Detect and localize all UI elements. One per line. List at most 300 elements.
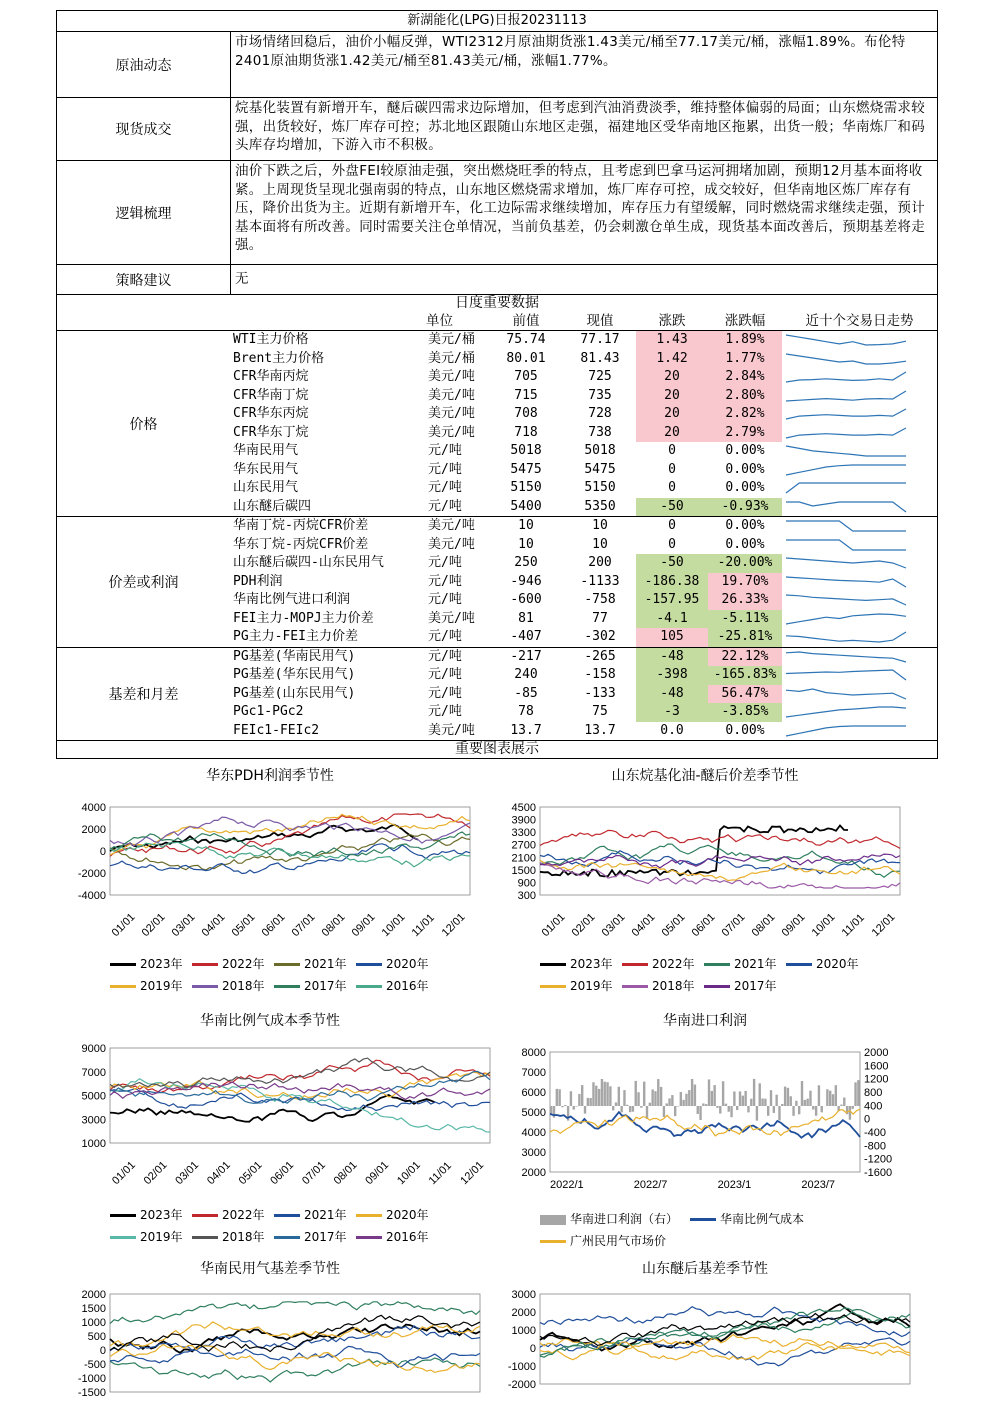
trend-sparkline [782,424,937,443]
legend-label: 2017年 [304,979,347,993]
row-name: 华南丁烷-丙烷CFR价差 [233,518,369,533]
legend-label: 2023年 [140,957,183,971]
x-tick-label: 09/01 [363,1159,392,1188]
y-tick-label: 1000 [81,1138,106,1150]
legend-item [356,1206,429,1223]
legend-swatch [690,1218,716,1221]
row-pct: -3.85% [708,703,782,722]
legend-item [274,977,347,994]
table-row [230,628,937,647]
row-change: 20 [636,405,708,424]
row-prev: 705 [514,369,538,384]
profit-bar [744,1091,746,1106]
legend-label: 2017年 [734,979,777,993]
profit-bar [640,1106,642,1108]
header-prev: 前值 [512,313,540,329]
trend-sparkline [782,498,937,517]
profit-bar [767,1106,769,1116]
row-prev: 13.7 [510,722,542,738]
profit-bar [787,1088,789,1106]
profit-bar [801,1081,803,1106]
row-pct: -20.00% [708,554,782,573]
y-tick-label: 7000 [521,1067,546,1079]
profit-bar [558,1089,560,1106]
row-unit: 元/吨 [428,592,462,607]
table-row [230,591,937,610]
legend-swatch [274,985,300,988]
profit-bar [651,1089,653,1106]
profit-bar [589,1098,591,1106]
row-name: PG主力-FEI主力价差 [233,629,358,644]
sparkline-path [786,521,906,531]
x-tick-label: 11/01 [839,911,868,940]
row-name: 山东醚后碳四 [233,498,312,514]
legend-label: 2019年 [140,1230,183,1244]
x-tick-label: 2023/1 [717,1179,752,1191]
legend-swatch [704,963,730,966]
legend-swatch [356,1236,382,1239]
legend-item [356,1228,429,1245]
row-pct: -5.11% [708,610,782,629]
profit-bar [637,1092,639,1106]
profit-bar [615,1102,617,1106]
legend-item [540,1210,678,1227]
y-tick-label: -2000 [507,1379,536,1391]
profit-bar [750,1099,752,1106]
trend-sparkline [782,331,937,350]
y-tick-label: 3300 [511,827,536,840]
y-tick-label: 4000 [521,1127,546,1139]
row-pct: 2.80% [708,387,782,406]
table-row [230,554,937,573]
trend-sparkline [782,703,937,722]
legend-item [192,977,265,994]
profit-bar [770,1090,772,1106]
sparkline-path [786,614,906,624]
x-tick-label: 04/01 [199,911,228,940]
trend-sparkline [782,387,937,406]
row-cur: -158 [584,667,616,682]
profit-bar [609,1086,611,1106]
trend-sparkline [782,405,937,424]
trend-sparkline [782,722,937,741]
report-table [56,10,938,759]
section-label: 逻辑梳理 [57,161,231,264]
profit-bar [575,1106,577,1107]
section-text: 油价下跌之后，外盘FEI较原油走强，突出燃烧旺季的特点，且考虑到巴拿马运河拥堵加剧，预期12月基本面将收紧。上周现货呈现北强南弱的特点，山东地区燃烧需求增加，炼厂库存可控，成交较好，但华南地区炼厂库存有压，降价出货为主。近期有新增开车，化工边际需求继续增加，库存压力有望缓解，同时燃烧需求继续走强，预计基本面将有所改善。同时需要关注仓单情况，当前负基差，仍会刺激仓单生成，现货基本面改善后，预期基差将走强。 [235,163,925,253]
row-cur: -302 [584,629,616,644]
row-cur: 735 [588,387,612,403]
row-pct: 1.89% [708,331,782,350]
profit-bar [694,1085,696,1106]
profit-bar [584,1106,586,1114]
profit-bar [722,1081,724,1106]
row-prev: -217 [510,648,542,664]
header-unit: 单位 [426,313,453,329]
profit-bar [702,1103,704,1106]
row-unit: 元/吨 [428,480,462,495]
row-pct: 0.00% [725,518,765,533]
chart-title: 华南进口利润 [663,1013,747,1029]
chart-svg [490,1258,920,1398]
row-unit: 元/吨 [428,648,462,664]
row-unit: 美元/桶 [428,350,475,366]
row-name: FEIc1-FEIc2 [233,722,320,738]
x-tick-label: 02/01 [569,911,598,940]
profit-bar [775,1095,777,1106]
row-change: -186.38 [636,573,708,592]
legend-swatch [356,985,382,988]
y-tick-label: 4500 [511,802,536,814]
legend-label: 2023年 [140,1208,183,1222]
sparkline-path [786,652,906,662]
row-prev: 718 [514,424,538,440]
row-change: 1.42 [636,350,708,369]
x-tick-label: 05/01 [659,911,688,940]
table-row [230,666,937,685]
chart-title: 华南比例气成本季节性 [200,1013,340,1029]
x-tick-label: 12/01 [458,1159,487,1188]
table-row [230,405,937,424]
trend-sparkline [782,573,937,592]
sparkline-path [786,465,906,475]
legend-swatch [622,985,648,988]
y-tick-label: 2000 [81,824,106,836]
row-unit: 元/吨 [428,704,462,719]
y-tick-label: 2700 [511,839,536,852]
profit-bar [725,1104,727,1106]
row-cur: 5150 [584,480,616,495]
row-cur: -265 [584,648,616,664]
profit-bar [835,1085,837,1106]
y-tick-label: -4000 [77,890,106,902]
legend-swatch [274,1214,300,1217]
y-tick-label: 2000 [81,1289,106,1301]
data-group [57,647,937,741]
profit-bar [581,1085,583,1106]
profit-bar [682,1100,684,1106]
x-tick-label: 04/01 [204,1159,233,1188]
table-row [230,331,937,350]
row-name: 山东醚后碳四-山东民用气 [233,555,384,570]
group-label: 基差和月差 [108,686,179,703]
x-tick-label: 10/01 [394,1159,423,1188]
row-change: -50 [636,498,708,517]
row-unit: 美元/吨 [428,424,475,440]
x-tick-label: 02/01 [141,1159,170,1188]
legend-label: 2020年 [386,1208,429,1222]
row-name: PG基差(华南民用气) [233,648,356,664]
legend-label: 2016年 [386,979,429,993]
sparkline-path [786,391,906,401]
trend-sparkline [782,350,937,369]
row-prev: 10 [518,536,534,552]
chart-svg [60,1258,480,1398]
legend-swatch [540,985,566,988]
legend-swatch [356,963,382,966]
profit-bar [595,1086,597,1106]
trend-sparkline [782,461,937,480]
y-tick-label: 2000 [521,1167,546,1179]
row-change: -3 [636,703,708,722]
row-pct: 0.00% [725,536,765,552]
row-prev: 240 [514,667,538,682]
plot-frame [110,807,470,895]
profit-bar [592,1082,594,1106]
table-row [230,442,937,461]
y-tick-label: 3000 [511,1289,536,1301]
row-change: 105 [636,628,708,647]
row-prev: 5018 [510,443,542,458]
profit-bar [713,1085,715,1106]
profit-bar [761,1098,763,1106]
chart-5 [60,1258,480,1398]
trend-sparkline [782,591,937,610]
header-cur: 现值 [586,313,614,329]
row-change: 0 [668,443,676,458]
y-tick-label: 300 [517,890,536,902]
profit-bar [705,1104,707,1106]
legend-item [540,977,613,994]
sparkline-path [786,689,906,699]
row-pct: -165.83% [708,666,782,685]
y-right-tick-label: 800 [864,1087,883,1099]
x-tick-label: 09/01 [349,911,378,940]
chart-3 [60,1010,487,1250]
profit-bar [832,1094,834,1106]
row-prev: 715 [514,387,538,403]
legend-swatch [540,963,566,966]
profit-bar [784,1087,786,1106]
profit-bar [733,1091,735,1106]
row-unit: 美元/吨 [428,536,475,552]
legend-swatch [274,963,300,966]
row-change: 20 [636,368,708,387]
legend-swatch [110,1214,136,1217]
y-tick-label: -2000 [77,868,106,880]
profit-bar [739,1091,741,1106]
row-prev: 250 [514,555,538,570]
table-row [230,387,937,406]
daily-groups [57,330,937,740]
legend-swatch [110,985,136,988]
profit-bar [604,1082,606,1106]
row-name: 华南比例气进口利润 [233,592,351,607]
row-cur: -1133 [580,573,620,589]
row-name: 华南民用气 [233,443,299,458]
profit-bar [632,1106,634,1112]
trend-sparkline [782,479,937,498]
profit-bar [753,1079,755,1106]
y-tick-label: -1000 [77,1373,106,1385]
y-tick-label: 3000 [521,1147,546,1159]
sparkline-path [786,726,906,736]
header-chg: 涨跌 [658,313,686,329]
profit-bar [818,1085,820,1106]
legend-label: 华南进口利润（右） [570,1212,679,1226]
row-change: -48 [636,685,708,704]
profit-bar [674,1106,676,1116]
row-unit: 美元/吨 [428,610,475,626]
x-tick-label: 05/01 [236,1159,265,1188]
row-pct: 0.00% [725,443,765,458]
y-right-tick-label: -1600 [864,1167,893,1179]
legend-label: 2018年 [652,979,695,993]
charts-title: 重要图表展示 [57,740,937,758]
row-name: 山东民用气 [233,480,299,495]
profit-bar [668,1098,670,1106]
series-line [550,1109,860,1136]
profit-bar [660,1087,662,1106]
group-label: 价差或利润 [108,574,179,591]
trend-sparkline [782,648,937,667]
row-prev: 5150 [510,480,542,495]
profit-bar [790,1096,792,1106]
row-change: -48 [636,648,708,667]
data-group [57,330,937,516]
daily-title: 日度重要数据 [455,295,539,311]
profit-bar [742,1096,744,1106]
row-pct: -0.93% [708,498,782,517]
legend-label: 广州民用气市场价 [570,1234,667,1248]
row-prev: 75.74 [506,332,546,347]
row-change: -50 [636,554,708,573]
profit-bar [657,1079,659,1106]
row-name: CFR华南丁烷 [233,387,309,403]
row-pct: 56.47% [708,685,782,704]
chart-2 [490,765,920,1025]
y-tick-label: 4000 [81,802,106,814]
y-tick-label: 2000 [511,1307,536,1319]
y-tick-label: -1000 [507,1361,536,1373]
row-change: 0.0 [660,722,684,738]
x-tick-label: 03/01 [173,1159,202,1188]
profit-bar [643,1082,645,1106]
data-group [57,516,937,647]
row-change: -4.1 [636,610,708,629]
legend-swatch [192,1214,218,1217]
sparkline-path [786,670,906,680]
row-change: 0 [668,518,676,533]
row-pct: 2.82% [708,405,782,424]
y-tick-label: 7000 [81,1066,106,1079]
trend-sparkline [782,517,937,536]
profit-bar [578,1094,580,1106]
legend-item [110,1228,183,1245]
row-cur: 77.17 [580,332,620,347]
table-row [230,498,937,517]
series-line [110,1058,490,1088]
legend-swatch [786,963,812,966]
profit-bar [699,1106,701,1120]
row-unit: 美元/吨 [428,369,475,384]
x-tick-label: 09/01 [779,911,808,940]
x-tick-label: 2023/7 [801,1179,836,1191]
row-cur: 10 [592,518,608,533]
section-label: 策略建议 [57,265,231,294]
table-row [230,573,937,592]
row-unit: 元/吨 [428,573,462,589]
legend-label: 2017年 [304,1230,347,1244]
row-pct: -25.81% [708,628,782,647]
row-prev: 5475 [510,461,542,477]
row-cur: 5350 [584,498,616,514]
row-name: CFR华东丙烷 [233,406,309,421]
y-right-tick-label: 0 [864,1113,871,1126]
sparkline-path [786,428,906,438]
series-line [110,1346,480,1367]
legend-item [356,977,429,994]
row-cur: 13.7 [584,722,616,738]
legend-item [274,955,347,972]
profit-bar [626,1105,628,1106]
row-name: PDH利润 [233,573,283,589]
legend-item [622,977,695,994]
row-cur: 728 [588,406,612,421]
legend-label: 2020年 [386,957,429,971]
row-pct: 26.33% [708,591,782,610]
table-row [230,536,937,555]
row-name: PG基差(华东民用气) [233,667,356,682]
profit-bar [671,1095,673,1106]
profit-bar [685,1094,687,1106]
profit-bar [804,1100,806,1106]
x-tick-label: 11/01 [426,1159,455,1188]
section-strategy [57,264,937,294]
legend-item [540,955,613,972]
legend-item [274,1206,347,1223]
section-logic [57,160,937,264]
profit-bar [598,1089,600,1106]
legend-item [704,977,777,994]
row-prev: 5400 [510,498,542,514]
profit-bar [688,1090,690,1106]
profit-bar [809,1091,811,1106]
legend-label: 2018年 [222,1230,265,1244]
legend-label: 2021年 [304,957,347,971]
profit-bar [764,1099,766,1106]
row-prev: 78 [518,704,534,719]
y-tick-label: 1500 [511,864,536,877]
sparkline-path [786,409,906,419]
y-tick-label: 1500 [81,1303,106,1315]
series-line [110,844,470,874]
x-tick-label: 08/01 [749,911,778,940]
legend-item [110,955,183,972]
profit-bar [756,1106,758,1121]
profit-bar [680,1092,682,1106]
y-tick-label: 0 [529,1343,536,1355]
legend-label: 2023年 [570,957,613,971]
row-unit: 元/吨 [428,443,462,458]
x-tick-label: 12/01 [869,911,898,940]
legend-item [622,955,695,972]
legend-swatch [192,963,218,966]
chart-6 [490,1258,920,1398]
x-tick-label: 2022/1 [550,1179,584,1191]
section-text: 市场情绪回稳后，油价小幅反弹，WTI2312月原油期货涨1.43美元/桶至77.17美元/桶，涨幅1.89%。布伦特2401原油期货涨1.42美元/桶至81.43美元/桶，涨幅1.77%。 [235,34,906,69]
x-tick-label: 03/01 [169,911,198,940]
row-unit: 美元/吨 [428,722,475,738]
row-pct: 0.00% [725,480,765,495]
plot-frame [550,1052,860,1172]
row-change: 0 [668,461,676,477]
y-tick-label: 1000 [81,1317,106,1329]
profit-bar [736,1106,738,1110]
row-name: PG基差(山东民用气) [233,685,356,701]
row-cur: 10 [592,536,608,552]
x-tick-label: 05/01 [229,911,258,940]
